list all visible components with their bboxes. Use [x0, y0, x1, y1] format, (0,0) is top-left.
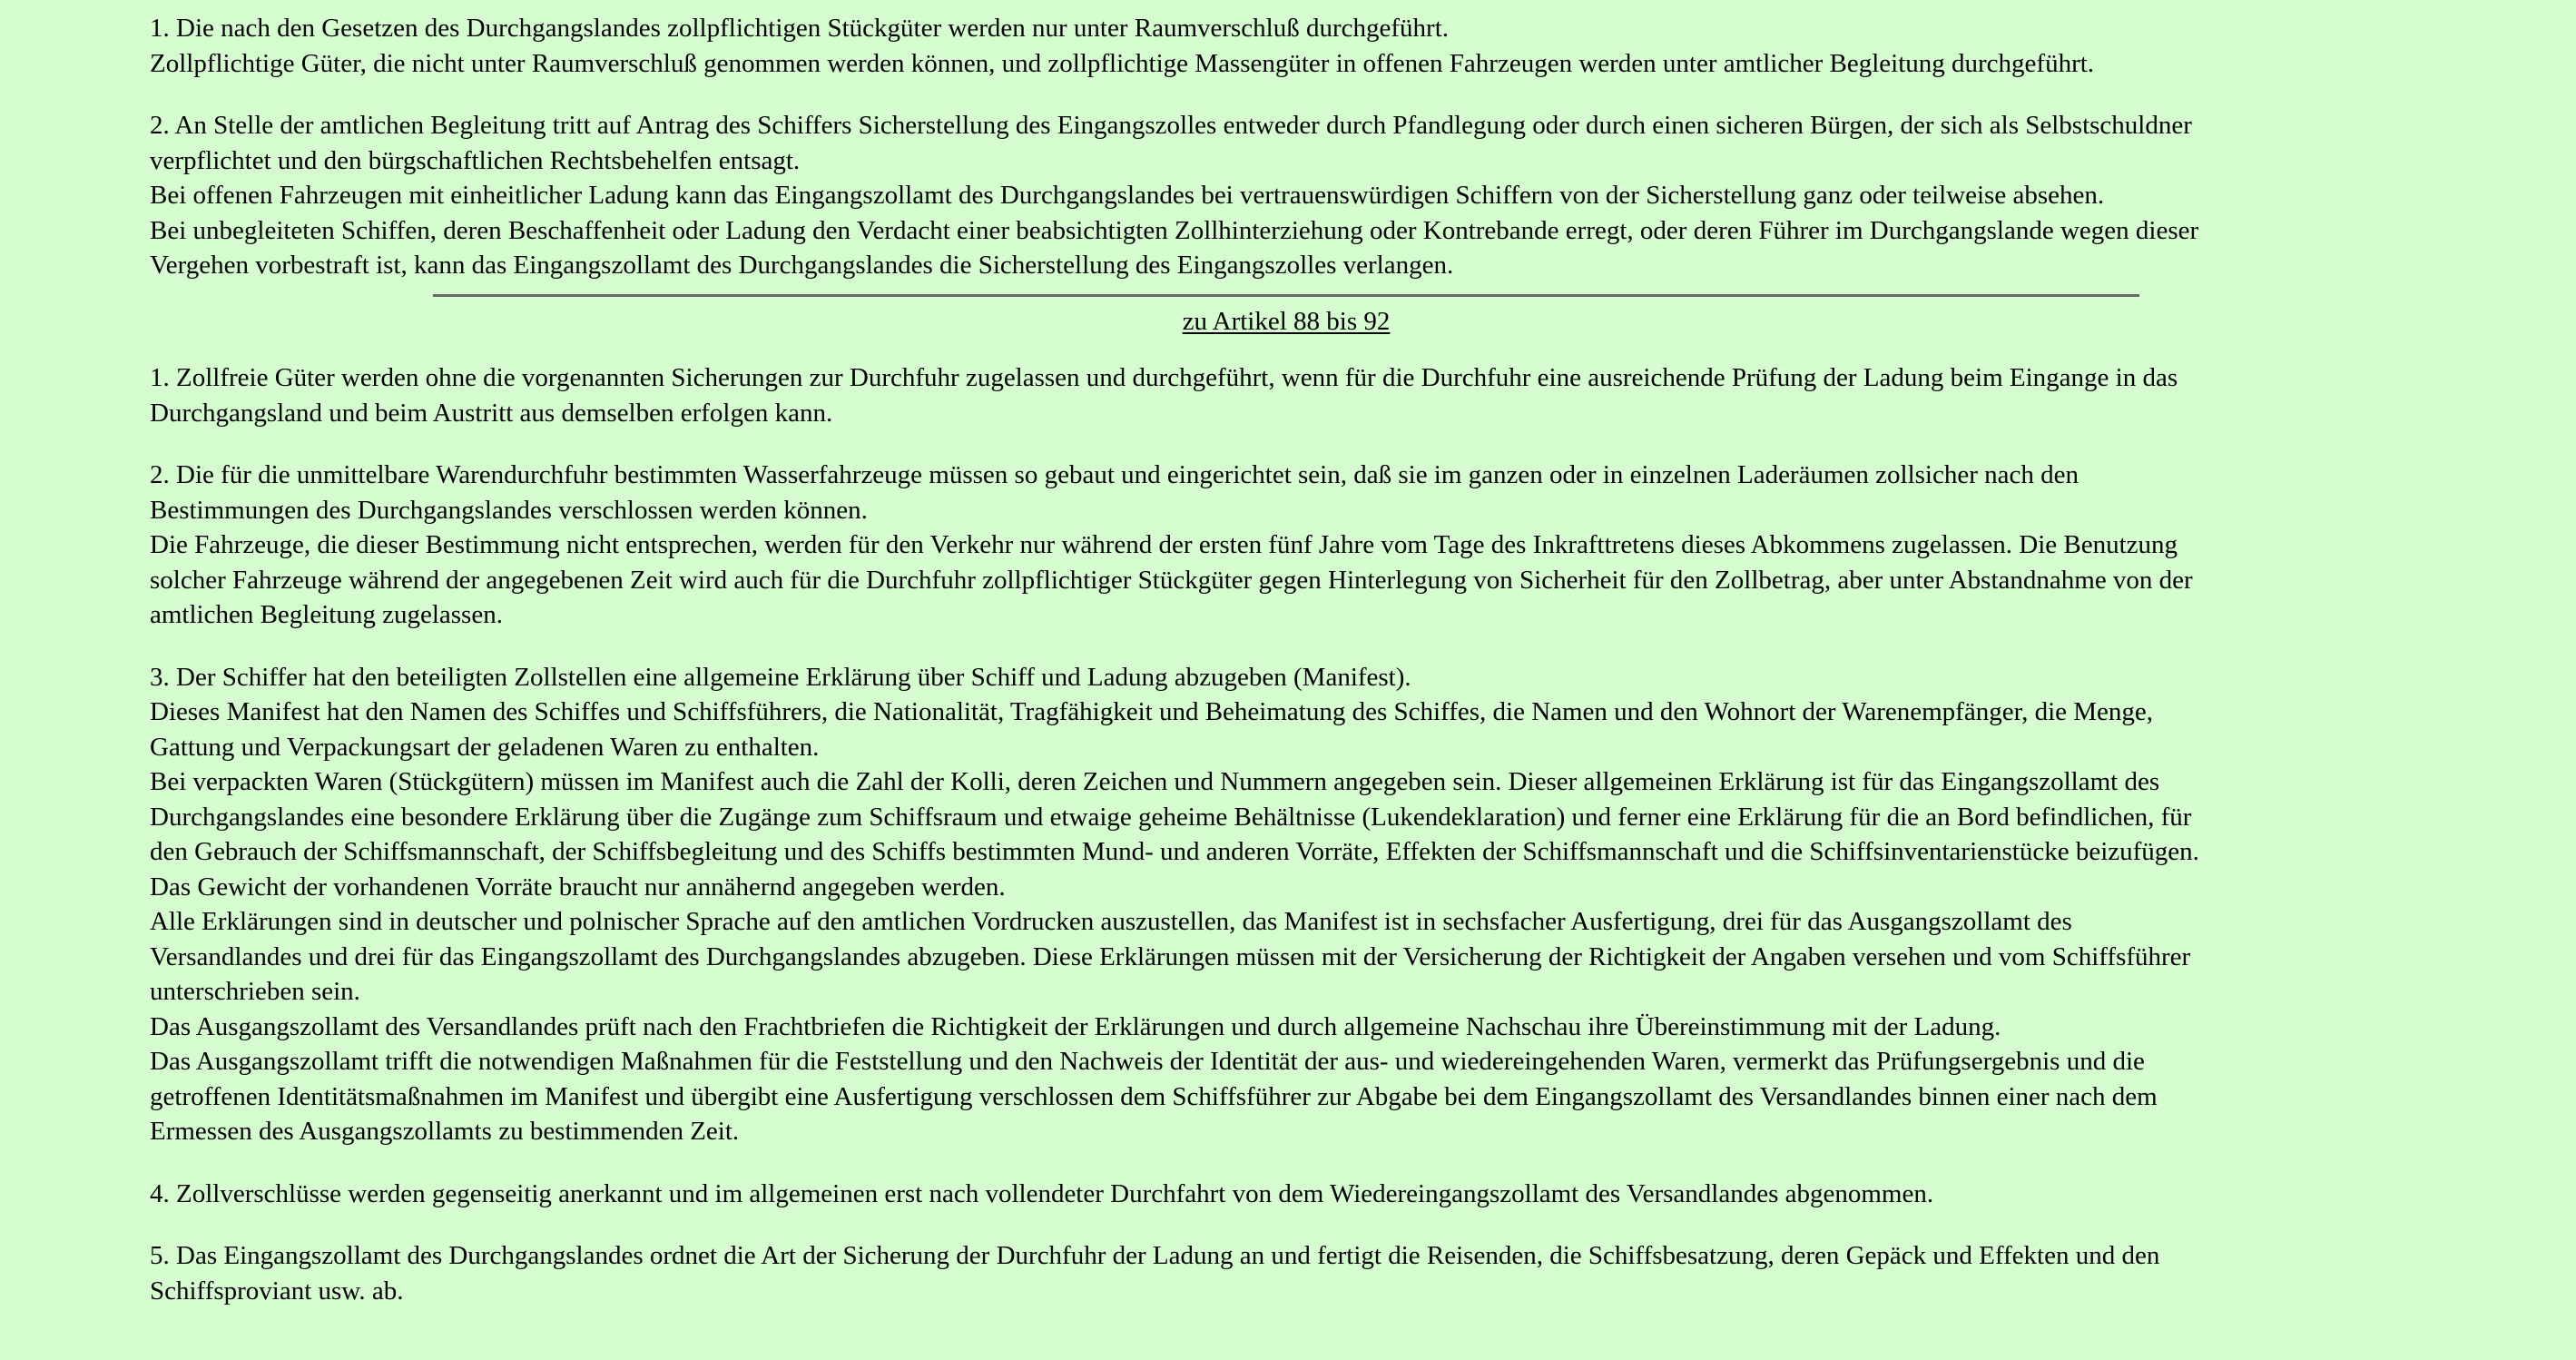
text-line: unterschrieben sein. — [150, 977, 360, 1006]
text-line: 1. Zollfreie Güter werden ohne die vorgenannten Sicherungen zur Durchfuhr zugelassen und durchgeführt, wenn für die Durchfuhr eine ausreichende Prüfung der Ladung beim Eingange in das — [150, 363, 2178, 392]
text-line: Bei unbegleiteten Schiffen, deren Beschaffenheit oder Ladung den Verdacht einer beabsichtigten Zollhinterziehung oder Kontrebande erregt, oder deren Führer im Durchgangslande wegen dieser — [150, 215, 2199, 245]
paragraph-2-wasserfahrzeuge — [150, 458, 2437, 633]
text-line: Alle Erklärungen sind in deutscher und polnischer Sprache auf den amtlichen Vordrucken auszustellen, das Manifest ist in sechsfacher Ausfertigung, drei für das Ausgangszollamt des — [150, 907, 2072, 936]
paragraph-2-sicherstellung — [150, 108, 2437, 283]
text-line: Bestimmungen des Durchgangslandes verschlossen werden können. — [150, 495, 868, 525]
section-heading — [433, 304, 2139, 340]
text-line: amtlichen Begleitung zugelassen. — [150, 600, 503, 629]
text-line: Das Ausgangszollamt trifft die notwendigen Maßnahmen für die Feststellung und den Nachweis der Identität der aus- und wiedereingehenden Waren, vermerkt das Prüfungsergebnis und die — [150, 1047, 2145, 1076]
paragraph-1-raumverschluss — [150, 11, 2437, 81]
paragraph-5-eingangszollamt — [150, 1238, 2437, 1308]
text-line: verpflichtet und den bürgschaftlichen Rechtsbehelfen entsagt. — [150, 145, 801, 175]
section-divider — [433, 294, 2139, 297]
text-line: 2. Die für die unmittelbare Warendurchfuhr bestimmten Wasserfahrzeuge müssen so gebaut und eingerichtet sein, daß sie im ganzen oder in einzelnen Laderäumen zollsicher nach den — [150, 460, 2079, 489]
text-line: Schiffsproviant usw. ab. — [150, 1276, 404, 1306]
text-line: 2. An Stelle der amtlichen Begleitung tritt auf Antrag des Schiffers Sicherstellung des Eingangszolles entweder durch Pfandlegung oder durch einen sicheren Bürgen, der sich als Selbstschuldner — [150, 111, 2192, 140]
text-line: Dieses Manifest hat den Namen des Schiffes und Schiffsführers, die Nationalität, Tragfähigkeit und Beheimatung des Schiffes, die Namen und den Wohnort der Warenempfänger, die Menge, — [150, 697, 2154, 726]
text-line: den Gebrauch der Schiffsmannschaft, der Schiffsbegleitung und des Schiffs bestimmten Mund- und anderen Vorräte, Effekten der Schiffsmannschaft und die Schiffsinventarienstücke beizufügen. — [150, 837, 2199, 866]
text-line: 3. Der Schiffer hat den beteiligten Zollstellen eine allgemeine Erklärung über Schiff und Ladung abzugeben (Manifest). — [150, 662, 1411, 692]
paragraph-3-manifest — [150, 660, 2437, 1149]
text-line: solcher Fahrzeuge während der angegebenen Zeit wird auch für die Durchfuhr zollpflichtiger Stückgüter gegen Hinterlegung von Sicherheit für den Zollbetrag, aber unter Abstandnahme von der — [150, 565, 2193, 595]
text-line: Vergehen vorbestraft ist, kann das Eingangszollamt des Durchgangslandes die Sicherstellung des Eingangszolles verlangen. — [150, 251, 1454, 280]
text-line: Zollpflichtige Güter, die nicht unter Raumverschluß genommen werden können, und zollpflichtige Massengüter in offenen Fahrzeugen werden unter amtlicher Begleitung durchgeführt. — [150, 48, 2095, 78]
paragraph-1-zollfreie-gueter — [150, 360, 2437, 430]
document-content — [150, 11, 2437, 1308]
text-line: 5. Das Eingangszollamt des Durchgangslandes ordnet die Art der Sicherung der Durchfuhr der Ladung an und fertigt die Reisenden, die Schiffsbesatzung, deren Gepäck und Effekten und den — [150, 1241, 2160, 1270]
text-line: Versandlandes und drei für das Eingangszollamt des Durchgangslandes abzugeben. Diese Erklärungen müssen mit der Versicherung der Richtigkeit der Angaben versehen und vom Schiffsführer — [150, 941, 2191, 971]
text-line: Die Fahrzeuge, die dieser Bestimmung nicht entsprechen, werden für den Verkehr nur während der ersten fünf Jahre vom Tage des Inkrafttretens dieses Abkommens zugelassen. Die Benutzung — [150, 530, 2178, 559]
text-line: Ermessen des Ausgangszollamts zu bestimmenden Zeit. — [150, 1117, 740, 1146]
text-line: 4. Zollverschlüsse werden gegenseitig anerkannt und im allgemeinen erst nach vollendeter Durchfahrt von dem Wiedereingangszollamt des Versandlandes abgenommen. — [150, 1178, 1934, 1208]
text-line: 1. Die nach den Gesetzen des Durchgangslandes zollpflichtigen Stückgüter werden nur unter Raumverschluß durchgeführt. — [150, 14, 1450, 43]
section-heading-text: zu Artikel 88 bis 92 — [1182, 306, 1391, 336]
text-line: Durchgangslandes eine besondere Erklärung über die Zugänge zum Schiffsraum und etwaige geheime Behältnisse (Lukendeklaration) und ferner eine Erklärung für die an Bord befindlichen, für — [150, 802, 2192, 832]
text-line: Bei verpackten Waren (Stückgütern) müssen im Manifest auch die Zahl der Kolli, deren Zeichen und Nummern angegeben sein. Dieser allgemeinen Erklärung ist für das Eingangszollamt des — [150, 767, 2160, 796]
text-line: Gattung und Verpackungsart der geladenen Waren zu enthalten. — [150, 732, 820, 762]
text-line: getroffenen Identitätsmaßnahmen im Manifest und übergibt eine Ausfertigung verschlossen dem Schiffsführer zur Abgabe bei dem Eingangszollamt des Versandlandes binnen einer nach dem — [150, 1081, 2158, 1111]
paragraph-4-zollverschluesse — [150, 1177, 2437, 1212]
text-line: Durchgangsland und beim Austritt aus demselben erfolgen kann. — [150, 398, 833, 428]
text-line: Bei offenen Fahrzeugen mit einheitlicher Ladung kann das Eingangszollamt des Durchgangslandes bei vertrauenswürdigen Schiffern von der Sicherstellung ganz oder teilweise absehen. — [150, 181, 2105, 210]
text-line: Das Gewicht der vorhandenen Vorräte braucht nur annähernd angegeben werden. — [150, 872, 1006, 902]
text-line: Das Ausgangszollamt des Versandlandes prüft nach den Frachtbriefen die Richtigkeit der Erklärungen und durch allgemeine Nachschau ihre Übereinstimmung mit der Ladung. — [150, 1011, 2001, 1041]
